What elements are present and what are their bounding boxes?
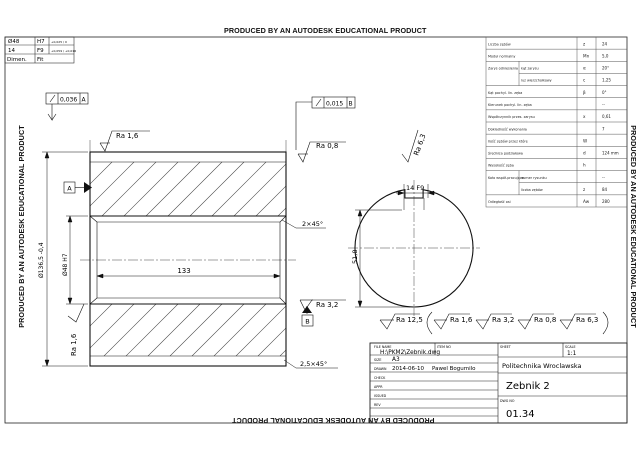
tb-dwg-no: 01.34 [506,409,535,420]
param-val: -- [602,174,605,180]
tb-title: Zebnik 2 [506,381,550,392]
tb-drawn-date: 2014-06-10 [392,366,424,372]
tb-size: A3 [392,357,400,363]
tb-drawn-by: Pawel Bogumilo [432,366,476,372]
dim-depth: 51,8 [351,249,359,264]
param-val: 24 [602,41,608,47]
tb-item-no-label: ITEM NO [437,345,452,349]
dim-outer-diameter: Ø136,5 -0,4 [38,242,45,278]
dim-bore: Ø48 H7 [62,253,69,276]
tb-size-label: SIZE [374,358,382,362]
param-sub: numer rysunku [521,175,547,180]
legend-item-4: Ra 6,3 [576,316,599,324]
param-sym: z [583,186,586,192]
perp-value: 0,015 [326,100,344,108]
dim-length: 133 [177,267,191,275]
runout-value: 0,036 [60,96,78,104]
tb-issued-label: ISSUED [374,394,387,398]
param-sym: W [583,138,588,144]
param-val: 1,25 [602,77,611,83]
param-sym: β [583,89,586,95]
perp-datum: B [348,100,353,108]
legend-main: Ra 12,5 [396,316,423,324]
param-val: 124 mm [602,150,619,156]
fit-row2-fit: F9 [37,48,44,54]
tb-appr-label: APPR [374,385,383,389]
runout-datum: A [81,96,86,104]
tb-scale-label: SCALE [565,345,576,349]
fit-row1-dev: +0,025 / 0 [51,40,67,44]
param-label: Zarys odniesienia [488,66,519,71]
param-sym: Aw [583,199,590,205]
tb-dwg-label: DWG NO [500,399,515,403]
datum-a-label: A [67,184,72,193]
param-val: 20° [602,65,610,71]
rough-top-right: Ra 0,8 [316,142,339,150]
param-sub: luz wierzchołkowy [521,78,552,83]
param-label: Odległość osi [488,200,511,205]
param-label: Średnica podziałowa [488,151,523,156]
param-sym: Mn [583,53,590,59]
param-label: Wysokość zęba [488,163,514,168]
tb-check-label: CHECK [374,376,386,380]
param-val: -- [602,101,605,107]
tb-scale: 1:1 [567,351,577,357]
fit-header-fit: Fit [37,57,44,63]
param-val: 7 [602,126,605,132]
param-label: Ilość zębów przez które [488,139,528,144]
fit-header-dim: Dimen. [7,57,27,63]
tb-file-name-label: FILE NAME [374,345,392,349]
fit-row2-dev: +0,059 / +0,016 [51,49,77,53]
fit-row1-dim: Ø48 [8,39,20,45]
param-sym: h [583,162,586,168]
parameters-table [486,37,627,207]
roughness-symbols [68,130,418,322]
tb-sheet-label: SHEET [500,345,511,349]
watermark-bottom: PRODUCED BY AN AUTODESK EDUCATIONAL PRODUCT [232,416,435,425]
param-sub: kąt zarysu [521,66,539,71]
param-label: Kąt pochyl. lin. zęba [488,90,523,95]
tb-file-name: H:\PKM2\Zebnik.dwg [380,350,441,356]
param-sub: liczba zębów [521,187,543,192]
dim-keyway-width: 14 F9 [406,184,425,192]
param-val: 280 [602,199,610,205]
tb-company: Politechnika Wroclawska [502,362,582,370]
param-val: 0° [602,89,607,95]
param-val: 5,0 [602,53,609,59]
rough-right-mid: Ra 3,2 [316,301,339,309]
fit-row2-dim: 14 [8,48,15,54]
param-label: Koło współ-pracujące [488,175,524,180]
param-sym: d [583,150,586,156]
rough-top-left: Ra 1,6 [116,132,139,140]
param-label: Dokładność wykonania [488,127,527,132]
param-sym: c [583,77,586,83]
dim-chamfer-inner: 2×45° [302,220,324,228]
param-sym: x [583,114,586,120]
param-sym: z [583,41,586,47]
watermark-top: PRODUCED BY AN AUTODESK EDUCATIONAL PRODUCT [224,26,427,35]
param-sym: α [583,65,586,71]
tb-drawn-label: DRAWN [374,367,387,371]
parameters-table-text [488,41,619,204]
watermark-right: PRODUCED BY AN AUTODESK EDUCATIONAL PRODUCT [628,125,638,328]
param-label: Kierunek pochyl. lin. zęba [488,102,532,107]
param-val: 0,61 [602,114,611,120]
rough-keyway: Ra 6,3 [412,132,428,157]
legend-item-1: Ra 1,6 [450,316,473,324]
watermark-left: PRODUCED BY AN AUTODESK EDUCATIONAL PRODUCT [16,125,26,328]
rough-left-bottom: Ra 1,6 [70,333,78,356]
hatch-bottom [38,304,376,356]
param-label: Moduł normalny [488,54,516,59]
datum-b-label: B [305,317,310,326]
param-label: Współczynnik przes. zarysu [488,115,535,120]
param-val: 84 [602,186,608,192]
dim-chamfer-outer: 2,5×45° [300,360,328,368]
fit-row1-fit: H7 [37,39,45,45]
legend-item-2: Ra 3,2 [492,316,515,324]
tb-rev-label: REV [374,403,381,407]
param-label: Liczba zębów [488,42,511,47]
hub-side-view [348,180,480,316]
legend-item-3: Ra 0,8 [534,316,557,324]
